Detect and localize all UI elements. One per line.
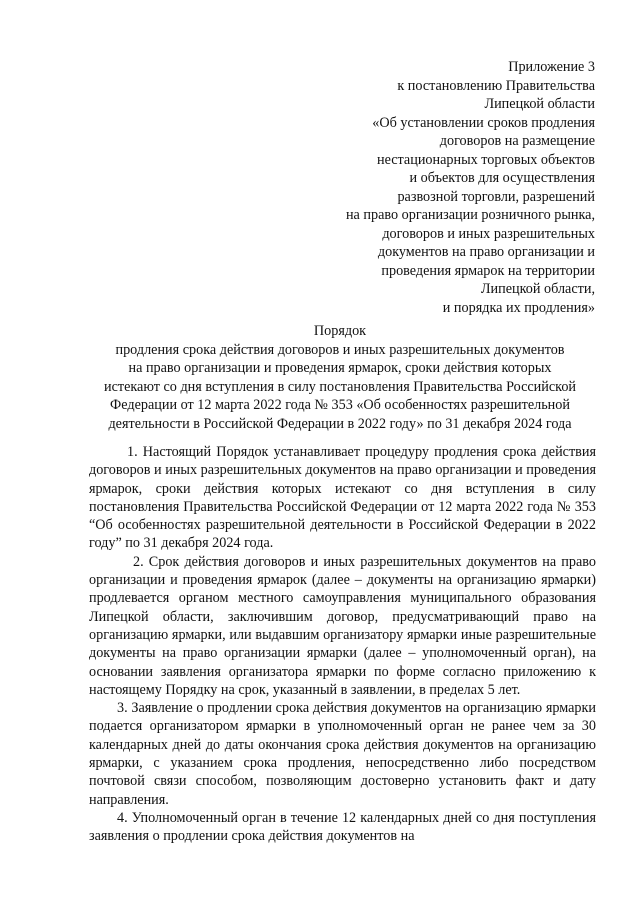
title-line: деятельности в Российской Федерации в 2022 году» по 31 декабря 2024 года: [108, 415, 572, 432]
appendix-line: Приложение 3: [508, 59, 595, 75]
appendix-header: [295, 58, 595, 317]
title-heading: Порядок: [313, 323, 367, 339]
paragraph-2: 2. Срок действия договоров и иных разрешительных документов на право организации и проведения ярмарок (далее – документы на организацию ярмарки) продлевается органом местного самоуправления муниципального образования Липецкой области, заключившим договор, предусматривающий право на организацию ярмарки, или выдавшим организатору ярмарки иные разрешительные документы на право организации ярмарки (далее – уполномоченный орган), на основании заявления организатора ярмарки по форме согласно приложению к настоящему Порядку на срок, указанный в заявлении, в пределах 5 лет.: [89, 553, 596, 698]
appendix-line: документов на право организации и: [377, 244, 595, 260]
appendix-line: договоров на размещение: [439, 133, 595, 149]
appendix-line: Липецкой области: [484, 96, 595, 112]
title-line: Федерации от 12 марта 2022 года № 353 «Об особенностях разрешительной: [110, 397, 570, 414]
appendix-line: нестационарных торговых объектов: [377, 151, 595, 168]
appendix-line: и объектов для осуществления: [409, 170, 595, 186]
appendix-line: развозной торговли, разрешений: [397, 188, 595, 205]
title-line: продления срока действия договоров и иных разрешительных документов: [115, 341, 565, 358]
appendix-line: проведения ярмарок на территории: [381, 262, 595, 279]
title-line: на право организации и проведения ярмарок, сроки действия которых: [128, 360, 552, 377]
paragraph-1: 1. Настоящий Порядок устанавливает процедуру продления срока действия договоров и иных разрешительных документов на право организации и проведения ярмарок, сроки действия которых истекают со дня вступления в силу постановления Правительства Российской Федерации от 12 марта 2022 года № 353 “Об особенностях разрешительной деятельности в Российской Федерации в 2022 году” по 31 декабря 2024 года.: [89, 444, 596, 552]
paragraph-4: 4. Уполномоченный орган в течение 12 календарных дней со дня поступления заявления о продлении срока действия документов на: [89, 809, 596, 845]
appendix-line: на право организации розничного рынка,: [345, 207, 595, 223]
appendix-line: «Об установлении сроков продления: [372, 114, 595, 131]
appendix-line: к постановлению Правительства: [397, 77, 595, 94]
document-title: [60, 322, 620, 434]
appendix-line: и порядка их продления»: [442, 299, 595, 316]
paragraph-3: 3. Заявление о продлении срока действия документов на организацию ярмарки подается организатором ярмарки в уполномоченный орган не ранее чем за 30 календарных дней до даты окончания срока действия документов на организацию ярмарки, с указанием срока продления, непосредственно либо посредством почтовой связи способом, позволяющим достоверно установить факт и дату направления.: [89, 700, 596, 808]
title-line: истекают со дня вступления в силу постановления Правительства Российской: [103, 378, 577, 395]
document-body: [89, 443, 596, 846]
appendix-line: Липецкой области,: [480, 281, 595, 297]
appendix-line: договоров и иных разрешительных: [382, 225, 595, 242]
